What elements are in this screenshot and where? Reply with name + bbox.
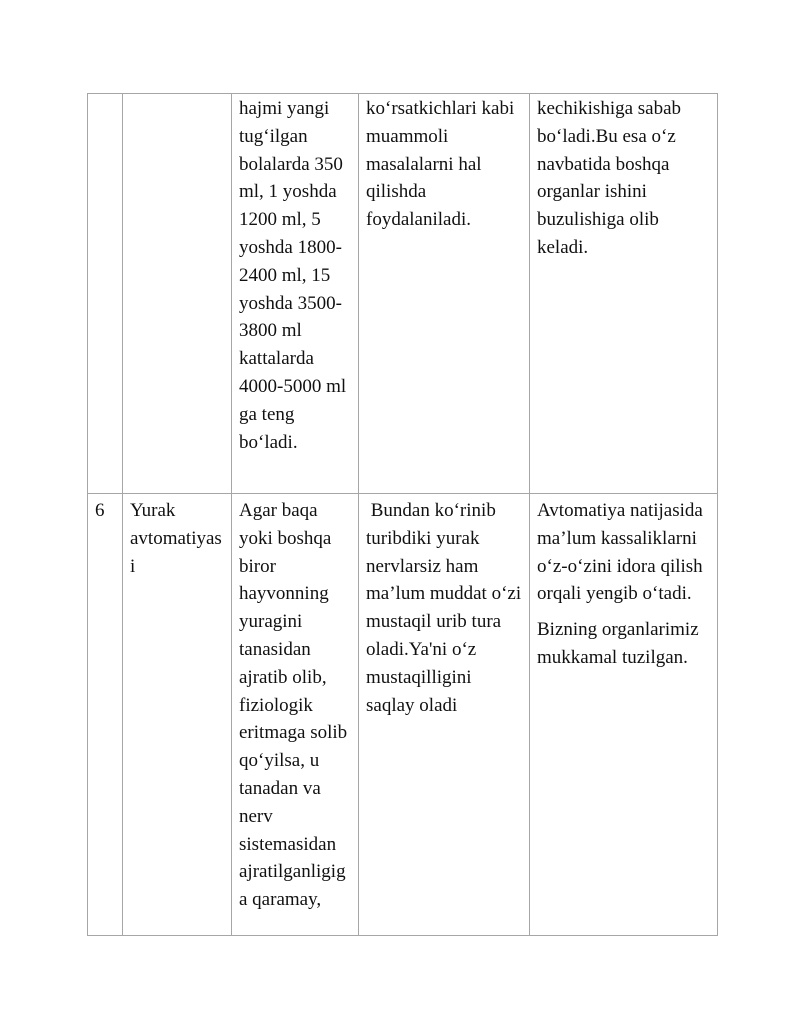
application-text: Bundan ko‘rinib turibdiki yurak nervlarsiz ham ma’lum muddat o‘zi mustaqil urib tura oladi.Ya'ni o‘z mustaqilligini saqlay oladi [366,500,526,716]
conclusion-paragraph: Bizning organlarimiz mukkamal tuzilgan. [537,619,699,668]
row-number-cell: 6 [88,494,123,936]
row-number-cell [88,94,123,494]
description-cell [232,94,359,494]
description-cell [232,494,359,936]
conclusion-paragraph: kechikishiga sabab bo‘ladi.Bu esa o‘z navbatida boshqa organlar ishini buzulishiga olib keladi. [537,98,682,258]
topic-name-text: Yurak avtomatiyasi [130,500,222,577]
description-text: Agar baqa yoki boshqa biror hayvonning yuragini tanasidan ajratib olib, fiziologik eritmaga solib qo‘yilsa, u tanadan va nerv sistemasidan ajratilganligiga qaramay, [239,500,348,911]
application-cell [359,94,530,494]
table-row [88,494,718,936]
topic-table [87,93,718,936]
conclusion-cell [530,94,718,494]
conclusion-cell [530,494,718,936]
description-text: hajmi yangi tug‘ilgan bolalarda 350 ml, 1 yoshda 1200 ml, 5 yoshda 1800-2400 ml, 15 yoshda 3500-3800 ml kattalarda 4000-5000 ml ga teng bo‘ladi. [239,98,347,453]
topic-name-cell [123,94,232,494]
application-cell [359,494,530,936]
application-text: ko‘rsatkichlari kabi muammoli masalalarni hal qilishda foydalaniladi. [366,98,515,231]
conclusion-paragraph: Avtomatiya natijasida ma’lum kassaliklarni o‘z-o‘zini idora qilish orqali yengib o‘tadi. [537,500,703,605]
table-row [88,94,718,494]
topic-name-cell [123,494,232,936]
